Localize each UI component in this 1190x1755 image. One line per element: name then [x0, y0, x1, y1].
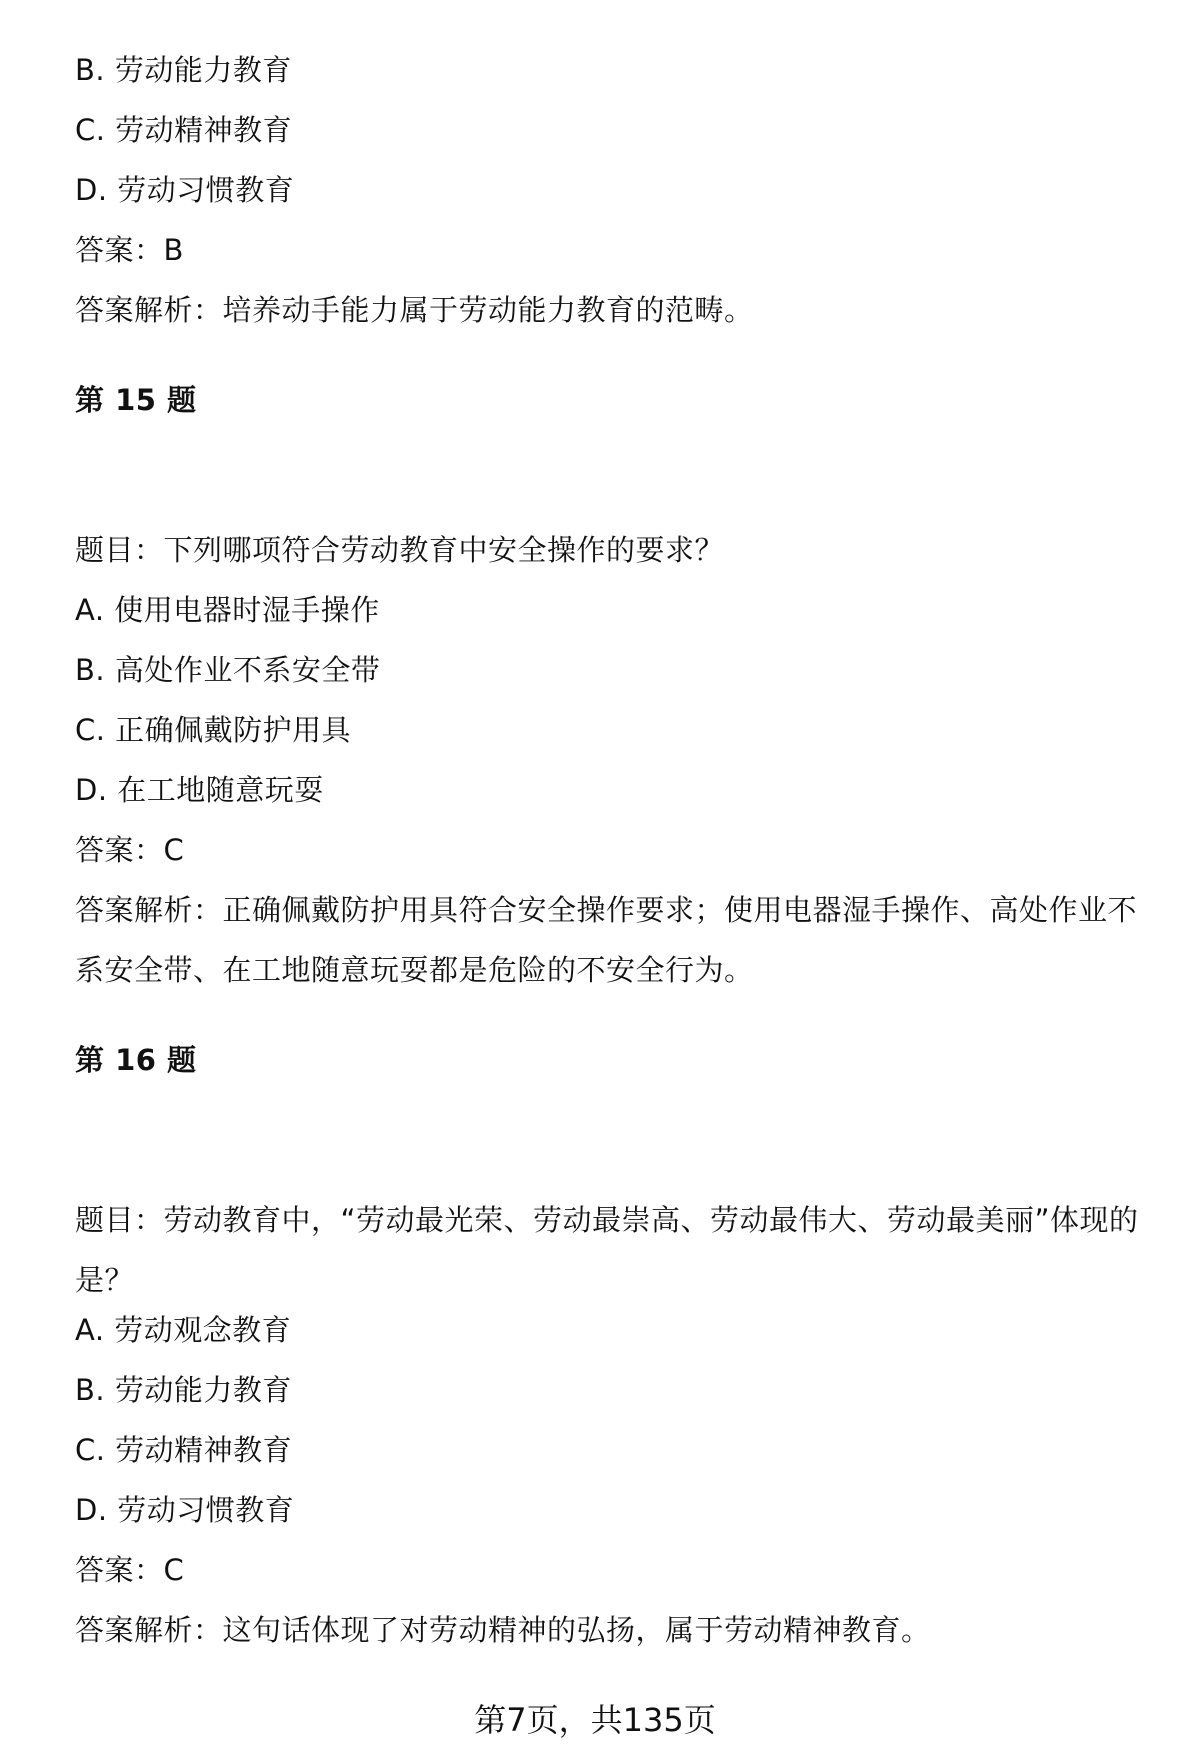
answer: 答案：C [75, 1553, 185, 1587]
option-d: D. 劳动习惯教育 [75, 173, 295, 207]
option-d: D. 劳动习惯教育 [75, 1493, 295, 1527]
option-d: D. 在工地随意玩耍 [75, 773, 324, 807]
option-c: C. 劳动精神教育 [75, 1433, 293, 1467]
page-number: 第7页，共135页 [474, 1701, 716, 1739]
option-b: B. 高处作业不系安全带 [75, 653, 381, 687]
answer-explanation: 答案解析：正确佩戴防护用具符合安全操作要求；使用电器湿手操作、高处作业不系安全带、在工地随意玩耍都是危险的不安全行为。 [75, 893, 1138, 987]
option-b: B. 劳动能力教育 [75, 53, 292, 87]
option-c: C. 劳动精神教育 [75, 113, 293, 147]
option-b: B. 劳动能力教育 [75, 1373, 292, 1407]
answer-explanation: 答案解析：这句话体现了对劳动精神的弘扬，属于劳动精神教育。 [75, 1613, 931, 1647]
question-text-16: 题目：劳动教育中，“劳动最光荣、劳动最崇高、劳动最伟大、劳动最美丽”体现的是？ [75, 1203, 1139, 1297]
option-a: A. 劳动观念教育 [75, 1313, 292, 1347]
answer-explanation: 答案解析：培养动手能力属于劳动能力教育的范畴。 [75, 293, 754, 327]
question-heading-16: 第 16 题 [75, 1043, 197, 1077]
answer: 答案：C [75, 833, 185, 867]
option-a: A. 使用电器时湿手操作 [75, 593, 380, 627]
question-text-15: 题目：下列哪项符合劳动教育中安全操作的要求？ [75, 533, 725, 567]
option-c: C. 正确佩戴防护用具 [75, 713, 352, 747]
answer: 答案：B [75, 233, 184, 267]
question-heading-15: 第 15 题 [75, 383, 197, 417]
